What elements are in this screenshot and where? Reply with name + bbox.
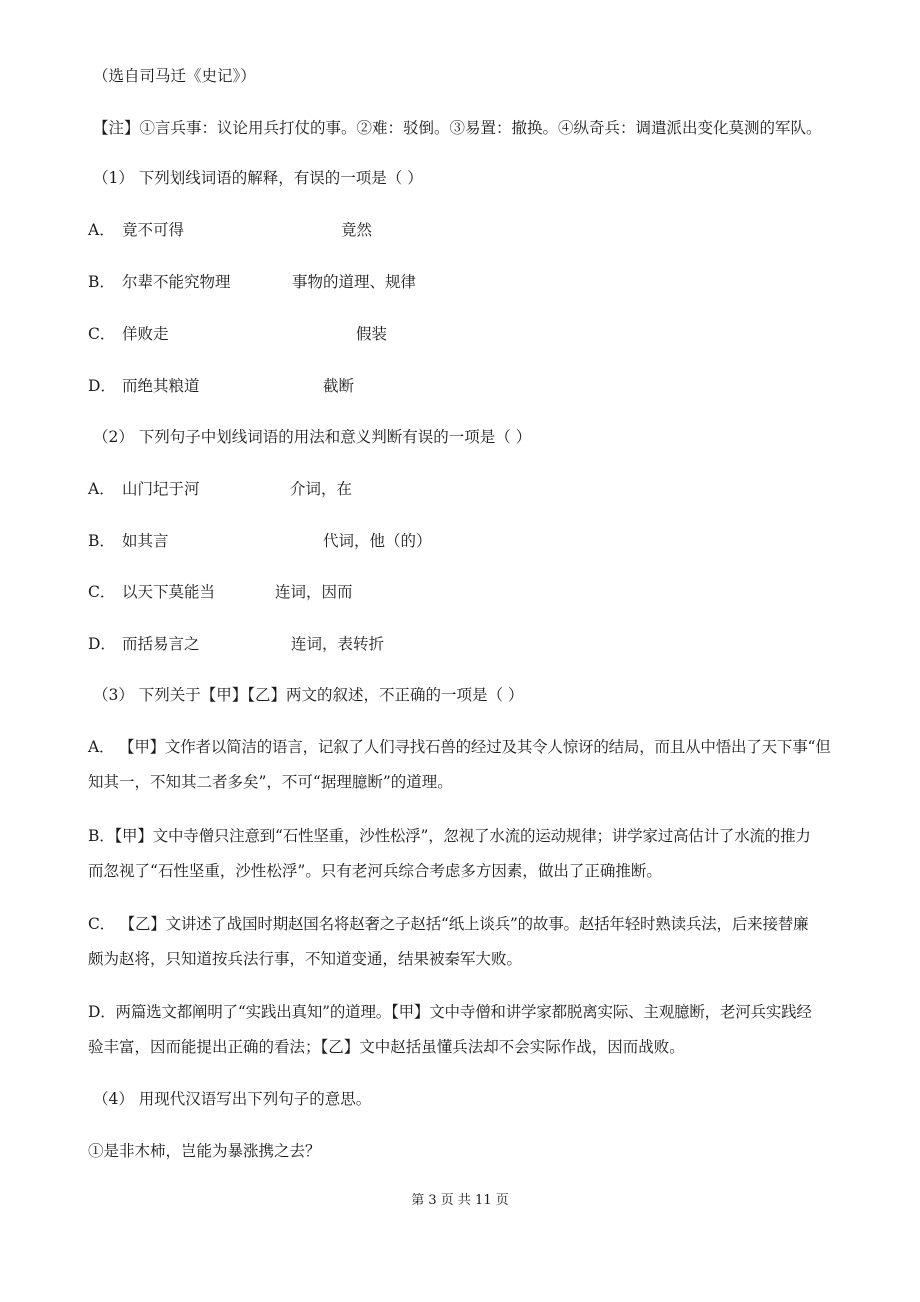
q2-option-b-gloss: 代词，他（的） [323,532,432,550]
note-line: 【注】①言兵事：议论用兵打仗的事。②难：驳倒。③易置：撤换。④纵奇兵：调遣派出变化莫测的军队。 [93,119,822,137]
q3-option-c-line1: C． 【乙】文讲述了战国时期赵国名将赵奢之子赵括“纸上谈兵”的故事。赵括年轻时熟读兵法，后来接替廉 [88,915,809,933]
q2-option-d-gloss: 连词，表转折 [291,635,385,653]
q1-option-d-text: 而绝其粮道 [122,377,200,395]
q2-option-d-text: 而括易言之 [122,635,200,653]
q1-option-a-gloss: 竟然 [341,221,373,239]
q3-option-a-line2: 知其一，不知其二者多矣”，不可“据理臆断”的道理。 [88,773,453,791]
q3-option-d-line1: D．两篇选文都阐明了“实践出真知”的道理。【甲】文中寺僧和讲学家都脱离实际、主观臆断，老河兵实践经 [88,1003,812,1021]
q2-option-c-gloss: 连词，因而 [275,583,353,601]
q2-option-d-label: D． [88,635,116,653]
q1-stem: （1） 下列划线词语的解释，有误的一项是（ ） [93,169,423,187]
q1-option-b-gloss: 事物的道理、规律 [292,273,417,291]
q2-stem: （2） 下列句子中划线词语的用法和意义判断有误的一项是（ ） [93,428,532,446]
q3-option-b-line2: 而忽视了“石性坚重，沙性松浮”。只有老河兵综合考虑多方因素，做出了正确推断。 [88,862,662,880]
q2-option-c-text: 以天下莫能当 [122,583,216,601]
q1-option-b-text: 尔辈不能究物理 [122,273,231,291]
q2-option-b-text: 如其言 [122,532,169,550]
q2-option-b-label: B． [88,532,115,550]
q1-option-b-label: B． [88,273,115,291]
q3-option-b-line1: B．【甲】文中寺僧只注意到“石性坚重，沙性松浮”，忽视了水流的运动规律；讲学家过高估计了水流的推力 [88,827,811,845]
q1-option-a-text: 竟不可得 [122,221,185,239]
q2-option-a-label: A． [88,480,115,498]
source-line: （选自司马迁《史记》） [93,67,256,85]
q1-option-c-gloss: 假装 [356,325,388,343]
q3-stem: （3） 下列关于【甲】【乙】两文的叙述，不正确的一项是（ ） [93,686,524,704]
q3-option-a-line1: A． 【甲】文作者以简洁的语言，记叙了人们寻找石兽的经过及其令人惊讶的结局，而且从中悟出了天下事“但 [88,738,831,756]
q3-option-c-line2: 颇为赵将，只知道按兵法行事，不知道变通，结果被秦军大败。 [88,950,523,968]
q1-option-a-label: A． [88,221,115,239]
q1-option-d-label: D． [88,377,116,395]
q4-item-1: ①是非木柿，岂能为暴涨携之去？ [88,1142,321,1160]
q2-option-a-gloss: 介词，在 [290,480,353,498]
q1-option-c-text: 佯败走 [122,325,169,343]
q4-stem: （4） 用现代汉语写出下列句子的意思。 [93,1090,372,1108]
page-footer: 第 3 页 共 11 页 [411,1193,509,1208]
q2-option-c-label: C． [88,583,116,601]
q2-option-a-text: 山门圮于河 [122,480,200,498]
q1-option-c-label: C． [88,325,116,343]
q3-option-d-line2: 验丰富，因而能提出正确的看法；【乙】文中赵括虽懂兵法却不会实际作战，因而战败。 [88,1038,685,1056]
q1-option-d-gloss: 截断 [323,377,355,395]
